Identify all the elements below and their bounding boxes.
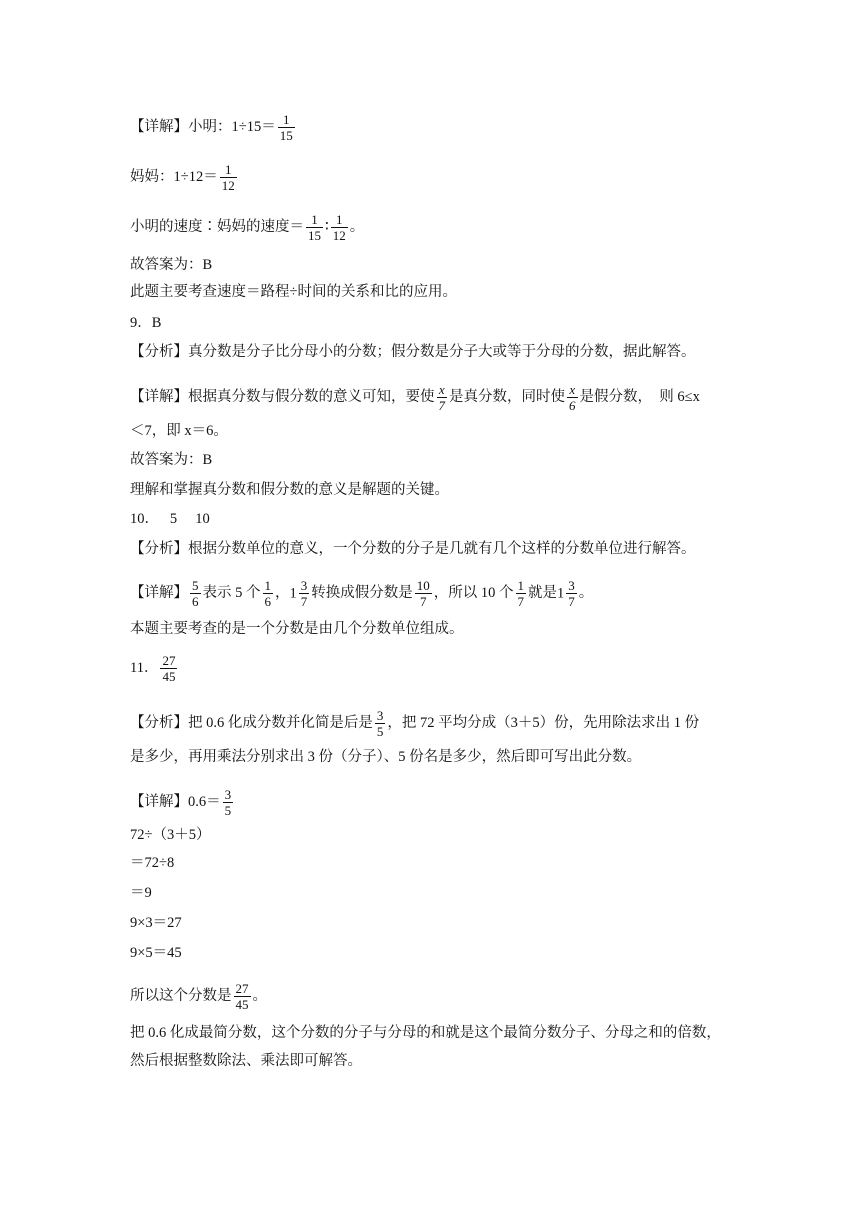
q10-detail-text: ， xyxy=(275,584,290,601)
numerator: 3 xyxy=(224,787,232,802)
q10-detail-line xyxy=(130,578,593,609)
q11-step-3: ＝9 xyxy=(130,885,152,901)
q11-summary-2: 然后根据整数除法、乘法即可解答。 xyxy=(130,1053,362,1069)
q9-answer: 故答案为：B xyxy=(130,452,213,468)
q11-step-5: 9×5＝45 xyxy=(130,945,182,961)
fraction xyxy=(415,578,432,609)
mom-line xyxy=(130,162,239,193)
numerator: 3 xyxy=(376,708,384,723)
numerator: x xyxy=(569,382,576,397)
q11-detail-line xyxy=(130,787,235,818)
q11-step-4: 9×3＝27 xyxy=(130,915,182,931)
q9-detail-line xyxy=(130,382,700,413)
q11-analysis-line xyxy=(130,708,699,739)
numerator: x xyxy=(438,382,445,397)
q10-detail-text: 表示 5 个 xyxy=(202,584,261,601)
whole-part: 1 xyxy=(289,585,297,602)
denominator: 7 xyxy=(300,594,308,609)
denominator: 45 xyxy=(162,669,176,684)
whole-part: 1 xyxy=(557,585,565,602)
fraction xyxy=(223,787,234,818)
denominator: 6 xyxy=(569,398,576,413)
q10-analysis: 【分析】根据分数单位的意义，一个分数的分子是几就有几个这样的分数单位进行解答。 xyxy=(130,541,696,557)
fraction xyxy=(278,112,295,143)
q11-analysis-cont: 是多少，再用乘法分别求出 3 份（分子）、5 份名是多少，然后即可写出此分数。 xyxy=(130,749,642,765)
q10-detail-text: 转换成假分数是 xyxy=(311,584,413,601)
q9-detail-text: 是真分数，同时使 xyxy=(449,388,565,405)
denominator: 7 xyxy=(415,593,432,609)
q11-summary-1: 把 0.6 化成最简分数，这个分数的分子与分母的和就是这个最简分数分子、分母之和的倍数， xyxy=(130,1025,721,1041)
denominator: 5 xyxy=(224,803,232,818)
q9-title: 9．B xyxy=(130,315,162,331)
q10-detail-text: 【详解】 xyxy=(130,584,188,601)
numerator: 5 xyxy=(192,578,199,593)
fraction xyxy=(263,578,274,609)
ratio-text: 小明的速度∶妈妈的速度＝ xyxy=(130,218,304,235)
denominator: 45 xyxy=(235,997,249,1012)
mom-text: 妈妈：1÷12＝ xyxy=(130,168,218,185)
numerator: 1 xyxy=(224,162,232,177)
numerator: 1 xyxy=(264,578,271,593)
q10-title: 10． 5 10 xyxy=(130,511,210,527)
denominator: 7 xyxy=(568,594,575,609)
q10-summary: 本题主要考查的是一个分数是由几个分数单位组成。 xyxy=(130,621,464,637)
q11-conclusion-text: 所以这个分数是 xyxy=(130,987,232,1004)
fraction xyxy=(566,578,577,609)
ratio-end: 。 xyxy=(349,218,365,235)
mixed-number xyxy=(557,578,579,609)
numerator: 27 xyxy=(162,653,176,668)
q11-conclusion-end: 。 xyxy=(252,987,267,1004)
numerator: 1 xyxy=(517,578,524,593)
q9-detail-text: 【详解】根据真分数与假分数的意义可知，要使 xyxy=(130,388,435,405)
fraction xyxy=(220,162,237,193)
denominator: 12 xyxy=(332,228,346,243)
denominator: 5 xyxy=(376,724,384,739)
numerator: 10 xyxy=(416,578,430,593)
denominator: 15 xyxy=(308,228,321,243)
q11-step-1: 72÷（3＋5） xyxy=(130,827,211,843)
ratio-sep: ∶ xyxy=(325,218,329,235)
q11-detail-text: 【详解】0.6＝ xyxy=(130,793,221,810)
q10-detail-text: 就是 xyxy=(528,584,557,601)
q8-answer: 故答案为：B xyxy=(130,257,213,273)
q8-summary: 此题主要考查速度＝路程÷时间的关系和比的应用。 xyxy=(130,284,457,300)
mixed-number xyxy=(290,578,312,609)
fraction xyxy=(375,708,386,739)
numerator: 3 xyxy=(568,578,575,593)
fraction xyxy=(299,578,310,609)
denominator: 6 xyxy=(264,594,271,609)
q11-step-2: ＝72÷8 xyxy=(130,855,175,871)
fraction xyxy=(331,212,348,243)
fraction xyxy=(437,382,448,413)
q9-analysis: 【分析】真分数是分子比分母小的分数；假分数是分子大或等于分母的分数，据此解答。 xyxy=(130,344,696,360)
numerator: 27 xyxy=(235,981,249,996)
denominator: 6 xyxy=(192,594,199,609)
q9-detail-text: 是假分数， 则 6≤x xyxy=(579,388,700,405)
denominator: 7 xyxy=(438,398,445,413)
denominator: 7 xyxy=(517,594,524,609)
fraction xyxy=(306,212,323,243)
q10-detail-text: 。 xyxy=(578,584,594,601)
q8-detail-text: 【详解】小明：1÷15＝ xyxy=(130,118,276,135)
q11-conclusion-line xyxy=(130,981,267,1012)
q11-analysis-text: ，把 72 平均分成（3＋5）份，先用除法求出 1 份 xyxy=(387,714,700,731)
q10-detail-text: ，所以 10 个 xyxy=(433,584,514,601)
q11-title: 11． xyxy=(130,659,159,676)
ratio-line xyxy=(130,212,364,243)
denominator: 15 xyxy=(279,128,293,143)
fraction xyxy=(160,653,177,684)
numerator: 1 xyxy=(336,212,343,227)
q9-summary: 理解和掌握真分数和假分数的意义是解题的关键。 xyxy=(130,482,449,498)
q8-detail-line xyxy=(130,112,297,143)
q11-title-line xyxy=(130,653,179,684)
fraction xyxy=(234,981,251,1012)
fraction xyxy=(567,382,578,413)
numerator: 3 xyxy=(300,578,308,593)
q11-analysis-text: 【分析】把 0.6 化成分数并化简是后是 xyxy=(130,714,373,731)
fraction xyxy=(190,578,201,609)
denominator: 12 xyxy=(221,178,235,193)
numerator: 1 xyxy=(282,112,290,127)
numerator: 1 xyxy=(311,212,318,227)
fraction xyxy=(516,578,527,609)
q9-detail-cont: ＜7，即 x＝6。 xyxy=(130,423,228,439)
